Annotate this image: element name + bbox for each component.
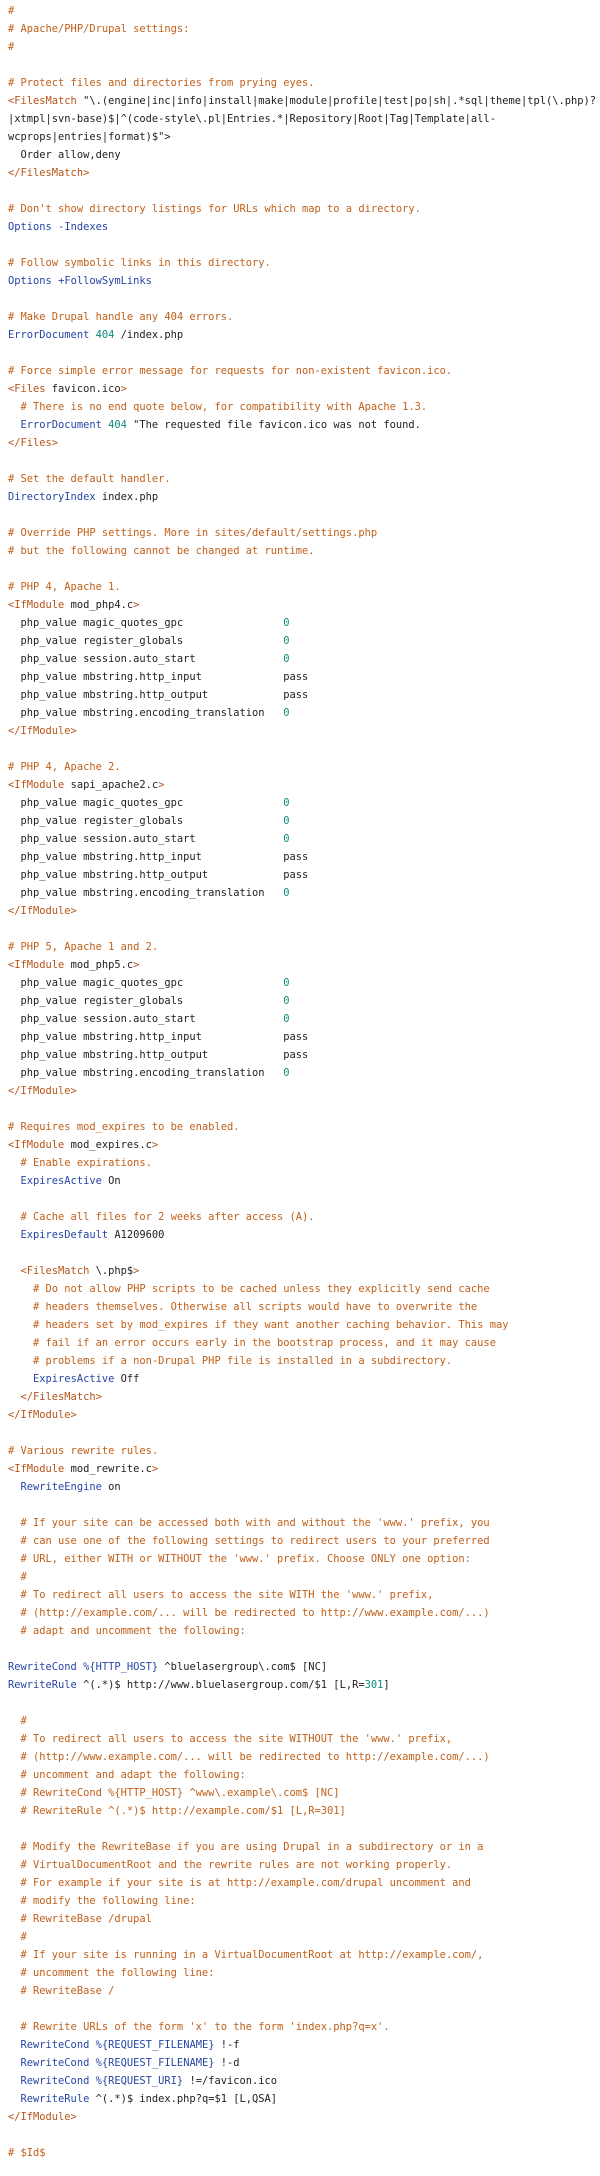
code-line <box>8 578 592 596</box>
code-tag: </IfModule> <box>8 1085 77 1097</box>
code-line <box>8 290 592 308</box>
code-line <box>8 524 592 542</box>
code-line <box>8 920 592 938</box>
code-number: 0 <box>283 995 290 1007</box>
code-line <box>8 1928 592 1946</box>
code-line <box>8 938 592 956</box>
code-tag: <IfModule <box>8 1139 71 1151</box>
code-line <box>8 668 592 686</box>
code-text <box>8 2093 21 2105</box>
code-text: php_value mbstring.http_output pass <box>8 689 309 701</box>
code-line <box>8 128 592 146</box>
code-line <box>8 542 592 560</box>
code-number: 0 <box>283 815 290 827</box>
code-comment: # uncomment and adapt the following: <box>8 1769 246 1781</box>
code-line <box>8 2054 592 2072</box>
code-text: sapi_apache2.c <box>70 779 159 791</box>
code-text <box>8 1373 33 1385</box>
code-line <box>8 1730 592 1748</box>
code-comment: # For example if your site is at http://example.com/drupal uncomment and <box>8 1877 471 1889</box>
code-text: php_value mbstring.http_input pass <box>8 671 309 683</box>
code-text <box>8 2057 21 2069</box>
code-comment: # PHP 4, Apache 2. <box>8 761 121 773</box>
code-line <box>8 1226 592 1244</box>
code-comment: # Don't show directory listings for URLs which map to a directory. <box>8 203 421 215</box>
code-text: ^(.*)$ http://www.bluelasergroup.com/$1 [L,R= <box>76 1679 365 1691</box>
code-line <box>8 1406 592 1424</box>
code-line <box>8 1280 592 1298</box>
code-tag: </FilesMatch> <box>8 167 90 179</box>
code-line <box>8 596 592 614</box>
code-comment: # To redirect all users to access the site WITHOUT the 'www.' prefix, <box>8 1733 453 1745</box>
code-comment: # headers themselves. Otherwise all scripts would have to overwrite the <box>8 1301 478 1313</box>
code-line <box>8 1910 592 1928</box>
code-text: php_value register_globals <box>8 815 284 827</box>
code-directive: DirectoryIndex <box>8 491 96 503</box>
code-directive: -Indexes <box>58 221 109 233</box>
code-tag: > <box>120 383 127 395</box>
code-text: |xtmpl|svn-base)$|^(code-style\.pl|Entries.*|Repository|Root|Tag|Template|all- <box>8 113 496 125</box>
code-line <box>8 1658 592 1676</box>
code-line <box>8 758 592 776</box>
code-line <box>8 344 592 362</box>
code-line <box>8 1064 592 1082</box>
code-line <box>8 1982 592 2000</box>
code-line <box>8 380 592 398</box>
code-text: !-f <box>214 2039 240 2051</box>
code-number: 0 <box>283 617 290 629</box>
code-line <box>8 1676 592 1694</box>
code-line <box>8 704 592 722</box>
code-line <box>8 776 592 794</box>
code-comment: # Follow symbolic links in this directory. <box>8 257 271 269</box>
code-line <box>8 1118 592 1136</box>
code-tag: </IfModule> <box>8 725 77 737</box>
code-line <box>8 182 592 200</box>
code-line <box>8 2108 592 2126</box>
code-line <box>8 2000 592 2018</box>
code-text <box>8 1175 21 1187</box>
code-line <box>8 2126 592 2144</box>
code-text: php_value session.auto_start <box>8 653 284 665</box>
code-number: 0 <box>283 1067 290 1079</box>
code-directive: RewriteRule <box>20 2093 90 2105</box>
code-number: 0 <box>283 635 290 647</box>
code-comment: # <box>8 1571 27 1583</box>
code-directive: RewriteCond <box>20 2075 90 2087</box>
code-comment: # RewriteCond %{HTTP_HOST} ^www\.example\.com$ [NC] <box>8 1787 340 1799</box>
code-comment: # There is no end quote below, for compatibility with Apache 1.3. <box>8 401 428 413</box>
code-comment: # $Id$ <box>8 2147 46 2159</box>
code-comment: # Modify the RewriteBase if you are using Drupal in a subdirectory or in a <box>8 1841 484 1853</box>
code-line <box>8 2090 592 2108</box>
code-line <box>8 1694 592 1712</box>
code-line <box>8 1208 592 1226</box>
code-text: php_value register_globals <box>8 995 284 1007</box>
code-line <box>8 1586 592 1604</box>
code-directive: %{REQUEST_FILENAME} <box>95 2039 215 2051</box>
code-comment: # PHP 5, Apache 1 and 2. <box>8 941 159 953</box>
code-line <box>8 1946 592 1964</box>
code-directive: +FollowSymLinks <box>58 275 152 287</box>
code-text: !=/favicon.ico <box>183 2075 278 2087</box>
code-line <box>8 434 592 452</box>
code-text: ^(.*)$ index.php?q=$1 [L,QSA] <box>89 2093 278 2105</box>
code-comment: # fail if an error occurs early in the bootstrap process, and it may cause <box>8 1337 496 1349</box>
code-line <box>8 956 592 974</box>
code-comment: # <box>8 41 15 53</box>
code-comment: # Apache/PHP/Drupal settings: <box>8 23 190 35</box>
code-line <box>8 1190 592 1208</box>
code-line <box>8 794 592 812</box>
code-line <box>8 326 592 344</box>
code-line <box>8 992 592 1010</box>
code-comment: # uncomment the following line: <box>8 1967 215 1979</box>
code-text: php_value magic_quotes_gpc <box>8 977 284 989</box>
code-line <box>8 1712 592 1730</box>
code-text: on <box>101 1481 121 1493</box>
code-comment: # RewriteBase / <box>8 1985 115 1997</box>
code-text: php_value mbstring.http_input pass <box>8 1031 309 1043</box>
code-text: php_value mbstring.encoding_translation <box>8 707 284 719</box>
code-line <box>8 1622 592 1640</box>
code-line <box>8 830 592 848</box>
code-line <box>8 848 592 866</box>
code-directive: RewriteCond <box>20 2057 90 2069</box>
code-text: php_value mbstring.http_output pass <box>8 1049 309 1061</box>
code-comment: # <box>8 1715 27 1727</box>
code-tag: > <box>133 1265 140 1277</box>
code-text <box>8 419 21 431</box>
code-number: 0 <box>283 707 290 719</box>
code-directive: %{REQUEST_URI} <box>95 2075 184 2087</box>
code-comment: # To redirect all users to access the site WITH the 'www.' prefix, <box>8 1589 434 1601</box>
code-number: 301 <box>364 1679 384 1691</box>
code-text: php_value mbstring.encoding_translation <box>8 887 284 899</box>
code-text: php_value magic_quotes_gpc <box>8 617 284 629</box>
code-number: 0 <box>283 887 290 899</box>
code-comment: # PHP 4, Apache 1. <box>8 581 121 593</box>
code-line <box>8 2 592 20</box>
code-line <box>8 200 592 218</box>
code-line <box>8 110 592 128</box>
code-line <box>8 1136 592 1154</box>
code-line <box>8 1964 592 1982</box>
code-comment: # adapt and uncomment the following: <box>8 1625 246 1637</box>
code-line <box>8 722 592 740</box>
code-line <box>8 272 592 290</box>
code-line <box>8 1640 592 1658</box>
code-line <box>8 614 592 632</box>
code-line <box>8 1028 592 1046</box>
code-tag: </IfModule> <box>8 905 77 917</box>
code-number: 0 <box>283 977 290 989</box>
code-text: php_value magic_quotes_gpc <box>8 797 284 809</box>
code-tag: > <box>158 779 165 791</box>
code-line <box>8 416 592 434</box>
code-directive: Options <box>8 221 52 233</box>
code-directive: %{REQUEST_FILENAME} <box>95 2057 215 2069</box>
code-line <box>8 452 592 470</box>
code-line <box>8 1460 592 1478</box>
code-line <box>8 1316 592 1334</box>
code-text <box>8 1229 21 1241</box>
code-line <box>8 974 592 992</box>
code-text: php_value register_globals <box>8 635 284 647</box>
code-line <box>8 812 592 830</box>
code-tag: <FilesMatch <box>20 1265 96 1277</box>
code-line <box>8 56 592 74</box>
code-text: wcprops|entries|format)$"> <box>8 131 171 143</box>
code-text <box>8 1265 21 1277</box>
code-tag: </Files> <box>8 437 59 449</box>
code-directive: ExpiresActive <box>33 1373 115 1385</box>
code-line <box>8 1046 592 1064</box>
code-line <box>8 74 592 92</box>
code-number: 0 <box>283 653 290 665</box>
code-line <box>8 1496 592 1514</box>
code-comment: # Enable expirations. <box>8 1157 152 1169</box>
code-line <box>8 1766 592 1784</box>
code-line <box>8 1568 592 1586</box>
code-line <box>8 218 592 236</box>
code-number: 0 <box>283 797 290 809</box>
code-line <box>8 470 592 488</box>
code-text: Off <box>114 1373 140 1385</box>
code-directive: RewriteRule <box>8 1679 77 1691</box>
code-tag: > <box>133 599 140 611</box>
code-line <box>8 1478 592 1496</box>
code-tag: > <box>151 1463 159 1475</box>
code-tag: <Files <box>8 383 52 395</box>
code-line <box>8 1892 592 1910</box>
code-line <box>8 506 592 524</box>
code-text: mod_php4.c <box>70 599 134 611</box>
code-text <box>8 1391 21 1403</box>
code-text: A1209600 <box>108 1229 165 1241</box>
code-comment: # RewriteRule ^(.*)$ http://example.com/$1 [L,R=301] <box>8 1805 346 1817</box>
code-tag: <IfModule <box>8 959 71 971</box>
code-comment: # Various rewrite rules. <box>8 1445 159 1457</box>
code-line <box>8 866 592 884</box>
code-line <box>8 1244 592 1262</box>
code-text: mod_rewrite.c <box>70 1463 152 1475</box>
code-text: php_value session.auto_start <box>8 833 284 845</box>
code-text: "\.(engine|inc|info|install|make|module|profile|test|po|sh|.*sql|theme|tpl(\.php)? <box>83 95 597 107</box>
code-comment: # URL, either WITH or WITHOUT the 'www.' prefix. Choose ONLY one option: <box>8 1553 471 1565</box>
code-line <box>8 1784 592 1802</box>
code-line <box>8 2072 592 2090</box>
code-text: Order allow,deny <box>8 149 121 161</box>
code-line <box>8 38 592 56</box>
code-text: /index.php <box>114 329 184 341</box>
code-line <box>8 1838 592 1856</box>
code-line <box>8 1532 592 1550</box>
code-line <box>8 1820 592 1838</box>
code-comment: # problems if a non-Drupal PHP file is installed in a subdirectory. <box>8 1355 453 1367</box>
code-text: On <box>101 1175 121 1187</box>
code-line <box>8 1334 592 1352</box>
code-text: php_value mbstring.encoding_translation <box>8 1067 284 1079</box>
code-line <box>8 1802 592 1820</box>
code-line <box>8 1352 592 1370</box>
code-tag: </FilesMatch> <box>20 1391 102 1403</box>
code-line <box>8 146 592 164</box>
code-comment: # Override PHP settings. More in sites/default/settings.php <box>8 527 378 539</box>
code-tag: </IfModule> <box>8 1409 77 1421</box>
code-line <box>8 2144 592 2162</box>
code-comment: # Set the default handler. <box>8 473 171 485</box>
code-line <box>8 1154 592 1172</box>
code-line <box>8 254 592 272</box>
code-directive: ErrorDocument <box>20 419 102 431</box>
code-line <box>8 362 592 380</box>
code-text: mod_expires.c <box>70 1139 152 1151</box>
code-line <box>8 1262 592 1280</box>
code-comment: # Requires mod_expires to be enabled. <box>8 1121 240 1133</box>
code-text: index.php <box>95 491 159 503</box>
code-directive: ErrorDocument <box>8 329 90 341</box>
code-comment: # Do not allow PHP scripts to be cached unless they explicitly send cache <box>8 1283 490 1295</box>
code-line <box>8 1550 592 1568</box>
code-tag: </IfModule> <box>8 2111 77 2123</box>
code-comment: # Rewrite URLs of the form 'x' to the form 'index.php?q=x'. <box>8 2021 390 2033</box>
code-tag: <IfModule <box>8 1463 71 1475</box>
code-comment: # Force simple error message for requests for non-existent favicon.ico. <box>8 365 453 377</box>
code-line <box>8 560 592 578</box>
code-comment: # <box>8 1931 27 1943</box>
code-line <box>8 902 592 920</box>
code-text <box>8 1481 21 1493</box>
code-line <box>8 1172 592 1190</box>
code-comment: # Cache all files for 2 weeks after access (A). <box>8 1211 315 1223</box>
code-comment: # RewriteBase /drupal <box>8 1913 152 1925</box>
code-number: 404 <box>95 329 115 341</box>
code-tag: <IfModule <box>8 599 71 611</box>
code-line <box>8 884 592 902</box>
code-line <box>8 1442 592 1460</box>
code-directive: %{HTTP_HOST} <box>83 1661 159 1673</box>
code-line <box>8 488 592 506</box>
code-text <box>8 2075 21 2087</box>
code-line <box>8 2036 592 2054</box>
code-text <box>8 2039 21 2051</box>
code-line <box>8 740 592 758</box>
code-line <box>8 1856 592 1874</box>
code-text: \.php$ <box>95 1265 134 1277</box>
code-comment: # but the following cannot be changed at runtime. <box>8 545 315 557</box>
code-line <box>8 1298 592 1316</box>
code-line <box>8 1388 592 1406</box>
code-line <box>8 1874 592 1892</box>
code-text: ^bluelasergroup\.com$ [NC] <box>158 1661 328 1673</box>
code-line <box>8 1424 592 1442</box>
code-line <box>8 1010 592 1028</box>
code-directive: ExpiresDefault <box>20 1229 109 1241</box>
code-line <box>8 164 592 182</box>
code-line <box>8 686 592 704</box>
code-directive: RewriteEngine <box>20 1481 102 1493</box>
code-comment: # Make Drupal handle any 404 errors. <box>8 311 234 323</box>
code-line <box>8 92 597 110</box>
code-line <box>8 1604 592 1622</box>
code-line <box>8 1748 592 1766</box>
code-comment: # can use one of the following settings to redirect users to your preferred <box>8 1535 490 1547</box>
code-line <box>8 2018 592 2036</box>
code-comment: # <box>8 5 15 17</box>
code-text: mod_php5.c <box>70 959 134 971</box>
code-comment: # VirtualDocumentRoot and the rewrite rules are not working properly. <box>8 1859 453 1871</box>
code-text: !-d <box>214 2057 240 2069</box>
code-tag: > <box>133 959 140 971</box>
code-directive: ExpiresActive <box>20 1175 102 1187</box>
code-text: php_value session.auto_start <box>8 1013 284 1025</box>
code-comment: # (http://www.example.com/... will be redirected to http://example.com/...) <box>8 1751 490 1763</box>
code-line <box>8 398 592 416</box>
code-line <box>8 1082 592 1100</box>
code-text: ] <box>383 1679 390 1691</box>
code-tag: <IfModule <box>8 779 71 791</box>
code-line <box>8 20 592 38</box>
code-comment: # modify the following line: <box>8 1895 196 1907</box>
code-tag: > <box>151 1139 159 1151</box>
code-tag: <FilesMatch <box>8 95 84 107</box>
code-text: favicon.ico <box>51 383 121 395</box>
code-number: 0 <box>283 1013 290 1025</box>
code-directive: Options <box>8 275 52 287</box>
code-line <box>8 308 592 326</box>
code-line <box>8 650 592 668</box>
code-comment: # Protect files and directories from prying eyes. <box>8 77 315 89</box>
code-line <box>8 1370 592 1388</box>
code-comment: # If your site is running in a VirtualDocumentRoot at http://example.com/, <box>8 1949 484 1961</box>
code-line <box>8 1514 592 1532</box>
code-line <box>8 236 592 254</box>
code-number: 0 <box>283 833 290 845</box>
code-comment: # (http://example.com/... will be redirected to http://www.example.com/...) <box>8 1607 490 1619</box>
code-text: php_value mbstring.http_output pass <box>8 869 309 881</box>
code-directive: RewriteCond <box>20 2039 90 2051</box>
code-number: 404 <box>108 419 127 431</box>
code-text: "The requested file favicon.ico was not found. <box>126 419 421 431</box>
code-line <box>8 1100 592 1118</box>
code-comment: # If your site can be accessed both with and without the 'www.' prefix, you <box>8 1517 490 1529</box>
code-comment: # headers set by mod_expires if they want another caching behavior. This may <box>8 1319 509 1331</box>
code-directive: RewriteCond <box>8 1661 77 1673</box>
code-line <box>8 632 592 650</box>
code-text: php_value mbstring.http_input pass <box>8 851 309 863</box>
